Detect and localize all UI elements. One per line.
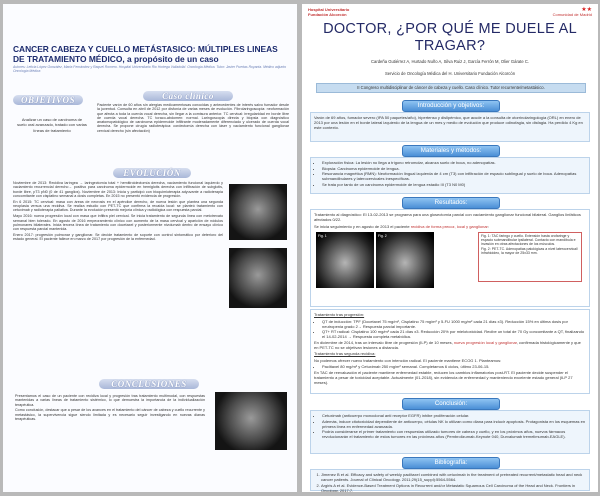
resultados-paragraph-2-text: Se inicia seguimiento y en agosto de 2013 el paciente (314, 223, 411, 229)
recidiva-highlight: recidiva de forma precoz, local y ganglionar (410, 223, 488, 229)
objetivos-text: Analizar un caso de carcinoma de suelo oral avanzado, tratado con varias líneas de tratamiento (17, 117, 87, 133)
introduccion-box (310, 112, 590, 142)
right-poster-authors: Cardeña Gutiérrez A, Hurtado Nuño A, Silva Ruiz J, García Ferrón M, Olier Gárate C. (370, 59, 530, 64)
congress-banner: II Congreso multidisciplinar de cáncer de cabeza y cuello. Caso clínico. Tutor recurrente/metastásico. (316, 83, 586, 93)
hospital-logo (308, 8, 354, 17)
right-poster-institution: Servicio de Oncología Médica del H. Universitario Fundación Alcorcón (384, 71, 516, 76)
materiales-item: • Biopsia: Carcinoma epidermoide de lengua. (322, 166, 586, 171)
progresion-text: En diciembre de 2014, tras un intervalo libre de progresión (ILP) de 10 meses, (314, 339, 454, 345)
tratamiento-list (314, 319, 586, 340)
ct-scan-image-2 (376, 232, 434, 288)
progresion-text-end: , confirmada histológicamente y que en PET-TC no se objetivan lesiones a distancia. (314, 339, 581, 350)
bibliografia-header: Bibliografía: (402, 457, 500, 469)
right-poster (302, 4, 598, 492)
materiales-box (310, 157, 590, 194)
conclusiones-banner: CONCLUSIONES (99, 379, 199, 389)
caso-clinico-banner: Caso clínico (143, 91, 233, 101)
resultados-paragraph-2-end: : (487, 223, 490, 229)
conclusion-box (310, 410, 590, 454)
figure-caption-2: Fig. 2: PET-TC. Adenopatías patológicas a nivel laterocervical/ infrahioideo, la mayor de 25x33 mm. (481, 246, 578, 255)
materiales-list (314, 160, 586, 187)
mri-image-2 (229, 248, 287, 308)
conclusion-item: • Además, induce citotoxicidad dependiente de anticuerpo, células NK lo utilizan como diana para inducir apoptosis. Protagonista en los esquemas en primera línea en enfermedad avanzada. (322, 419, 586, 429)
left-poster (3, 4, 297, 492)
left-poster-title: CANCER CABEZA Y CUELLO METÁSTASICO: MÚLTIPLES LINEAS DE TRATAMIENTO MÉDICO, a propósito de un caso (13, 44, 278, 64)
bibliografia-item: 2. Argiris A et al. Evidence-Based Treatment Options in Recurrent and/or Metastatic Squamous Cell Carcinoma of the Head and Neck. Frontiers in Oncology, 2017;7. (321, 483, 586, 492)
evolucion-paragraph-4: Enero 2017: progresión pulmonar y ganglionar. Se decide tratamiento de soporte con control sintomático por deterioro del estado general. El paciente fallece en marzo de 2017 por progresión de la enfermedad. (13, 233, 223, 242)
objetivos-banner: OBJETIVOS (13, 95, 83, 105)
evolucion-paragraph-1: Noviembre de 2013: Recidiva laríngea → laringectomía total + hemitiroidectomía derecha, vaciamiento funcional izquierdo y vaciamiento recurrencial derecho→ positivo para carcinoma epidermoide en hemiglotis derecha con infiltración de subglotis, borde libre, pT3 pN0 (0 de 41 ganglios). Noviembre de 2013: Inicia y participó con bioquimioterapia adyuvante a radioterapia concomitante con cisplatino semanal a dosis completas. En 2015 no presentó evidencia de progresión. (13, 181, 223, 198)
segunda-recidiva-heading: Tratamiento tras segunda recidiva: (314, 351, 376, 357)
resultados-header: Resultados: (402, 197, 500, 209)
materiales-item: • Exploración física: La lesión no llega a trígono retromolar, alcanza suelo de boca, no adenopatías. (322, 160, 586, 165)
bibliografia-list (314, 472, 586, 492)
figure-caption-1: Fig. 1: TAC faringo y cuello. Extensión hasta orofaringe y espacio submandibular ipsilateral. Contacto con mandíbula e invasión en otras afectaciones de los músculos. (481, 234, 576, 247)
right-poster-title: DOCTOR, ¿POR QUÉ ME DUELE AL TRAGAR? (323, 21, 577, 54)
segunda-recidiva-text: No podemos ofrecer nuevo tratamiento con intención radical. El paciente mantiene ECOG 1. Planteamos: (314, 357, 502, 363)
segunda-recidiva-list (314, 364, 586, 369)
materiales-item: • Resonancia magnética (RMN): Neoformación lingual izquierda de 4 cm (T3) con infiltración de espacio sublingual y suelo de boca. Adenopatías submandibulares y laterocervicales inespecíficas. (322, 171, 586, 181)
star-icon: ★★ (581, 7, 592, 13)
fig1-label: Fig. 1 (318, 234, 327, 238)
ct-scan-image-1 (316, 232, 374, 288)
bibliografia-box (310, 469, 590, 491)
evolucion-banner: EVOLUCIÓN (113, 168, 191, 178)
fig2-label: Fig. 2 (378, 234, 387, 238)
figure-caption (478, 232, 582, 282)
conclusion-list (314, 413, 586, 439)
mri-image-3 (215, 392, 287, 450)
comunidad-logo-text: Comunidad de Madrid (552, 11, 592, 17)
progresion-highlight: nueva progresión local y ganglionar (453, 339, 517, 345)
mri-image-1 (229, 184, 287, 240)
conclusion-item: • Cetuximab (anticuerpo monoclonal anti receptor EGFR) inhibe proliferación celular. (322, 413, 586, 418)
conclusion-header: Conclusión: (402, 398, 500, 410)
tratamiento-box (310, 309, 590, 394)
reevaluacion-text: En TAC de reevaluación el paciente mantiene enfermedad estable, reducen los cambios inflamatorios post-RT. El paciente decide suspender el tratamiento a pesar de toxicidad aceptable. Actualmente (01-2018), sin evidencia de enfermedad y manteniendo excelente estado general (ILP 27 meses). (314, 370, 573, 386)
tratamiento-item: • QT de inducción: TPF (Docetaxel 75 mg/m², Cisplatino 75 mg/m² y 5-FU 1000 mg/m² cada 21 días x3). Reducción 15% en última dosis por neutropenia grado 2→ Respuesta parcial importante. (322, 319, 586, 329)
comunidad-madrid-logo (548, 8, 592, 17)
resultados-paragraph-1: Tratamiento al diagnóstico: El 13-02-2013 se programa para una glosectomía parcial con vaciamiento ganglionar funcional bilateral. Ganglios linfáticos afectados 0/22. (314, 212, 581, 222)
bibliografia-item: 1. Jimenez B et al. Efficacy and safety of weekly paclitaxel combined with cetuximab in the treatment of pretreated recurrent/metastatic head and neck cancer patients. Journal of Clinical Oncology. 2011;29(15_suppl):5564-5564. (321, 472, 586, 482)
conclusiones-paragraph-2: Como conclusión, destacar que a pesar de los avances en el tratamiento del cáncer de cabeza y cuello recurrente y metastásico, la supervivencia sigue siendo limitada y es necesario seguir investigando en nuevas dianas terapéuticas. (15, 408, 205, 422)
materiales-item: • Se trata por tanto de un carcinoma epidermoide de lengua estadio III (T3 N0 M0) (322, 182, 586, 187)
segunda-recidiva-item: • Paclitaxel 80 mg/m² y Cetuximab 250 mg/m² semanal. Completamos 6 ciclos, último 23-06-15. (322, 364, 586, 369)
evolucion-paragraph-2: En 6 2015: TC cervical: masa con áreas de necrosis en el apéndice derecho, de nueva lesión que plantea una segunda neoplasia versus una recidiva. Se realiza estudio con PET-TC que confirma la recaída local: se planteó tratamiento con cetuximab y radioterapia paliativa. Durante la evolución presentó mejoría clínica y radiológica con respuesta parcial. (13, 199, 223, 213)
left-poster-authors: Autores: Leticia López González, Marta Fernández y Raquel Romero. Hospital Universitario Rio Hortega Valladolid. Oncología Médica. Tutor: Javier Puertas Royanta. Médico adjunto Oncología Médica (13, 65, 287, 74)
conclusiones-text (15, 394, 205, 423)
hospital-logo-text: Hospital Universitario Fundación Alcorcón (308, 7, 350, 17)
materiales-header: Materiales y métodos: (402, 145, 500, 157)
progresion-paragraph (314, 340, 586, 350)
introduccion-header: Introducción y objetivos: (402, 100, 500, 112)
tratamiento-item: • QT+ RT radical: Cisplatino 100 mg/m² cada 21 días x3. Reducción 20% por mielotoxicidad. Recibe un total de 70 Gy concomitante a QT, finalizando el 14-02-2014 → Respuesta completa metabólica. (322, 329, 586, 339)
evolucion-text (13, 181, 223, 243)
evolucion-paragraph-3: Mayo 2016: nueva progresión local con masa que infiltra piel cervical. Se inicia tratamiento de segunda línea con metotrexato semanal bien tolerado. En agosto de 2016 empeoramiento clínico con aumento de la masa cervical y aparición de nódulos pulmonares bilaterales. Inicia tercera línea de tratamiento con docetaxel y posteriormente nivolumab dentro de ensayo clínico con respuesta parcial mantenida. (13, 214, 223, 232)
conclusiones-paragraph-1: Presentamos el caso de un paciente con recidiva local y progresión tras tratamiento multimodal, con respuestas mantenidas a varias líneas de tratamiento sistémico, lo que demuestra la importancia de la individualización terapéutica. (15, 394, 205, 407)
caso-clinico-text: Paciente varón de 60 años sin alergias medicamentosas conocidas y antecedentes de interés salvo fumador desde la juventud. Consulta en abril de 2012 por disfonía de varias meses de evolución. Fibrolaringoscopia: neoformación que afecta a toda la cuerda vocal derecha, sin llegar a la comisura anterior. TC cervical: irregularidad en borde libre de cuerda vocal derecha. TC toraco-abdomen: normal. Laringoscopia directa y biopsia con diagnóstico anatomopatológico de carcinoma epidermoide infiltrante moderadamente diferenciado y ulcerado de cuerda vocal derecha. Se propone cirugía radioterápica: cordectomía derecha con láser y vaciamiento funcional ganglionar cervical derecho (sin afectación) (97, 103, 289, 133)
introduccion-text: Varón de 69 años, fumador severo (IPA 50 paquetes/año), hipertenso y dislipémico, que acude a la consulta de otorrinolaringología (ORL) en enero de 2013 por una lesión en el borde lateral izquierdo de la lengua de un mes y medio de evolución que produce odinofagia, sin disfagia. Ha perdido 4 Kg en este contexto. (314, 115, 583, 130)
tratamiento-progresion-heading: Tratamiento tras progresión: (314, 312, 365, 317)
resultados-paragraph-2 (314, 224, 586, 229)
conclusion-item: • Podría considerarse el primer tratamiento con respuestas utilizado tumores de cabeza y cuello, y en los próximos años, nuevos fármacos revolucionarán el tratamiento de estos tumores en las próximas años (Pembrolizumab-Keynote 040, Durvalumab tremelimumab-EAGLE). (322, 429, 586, 439)
